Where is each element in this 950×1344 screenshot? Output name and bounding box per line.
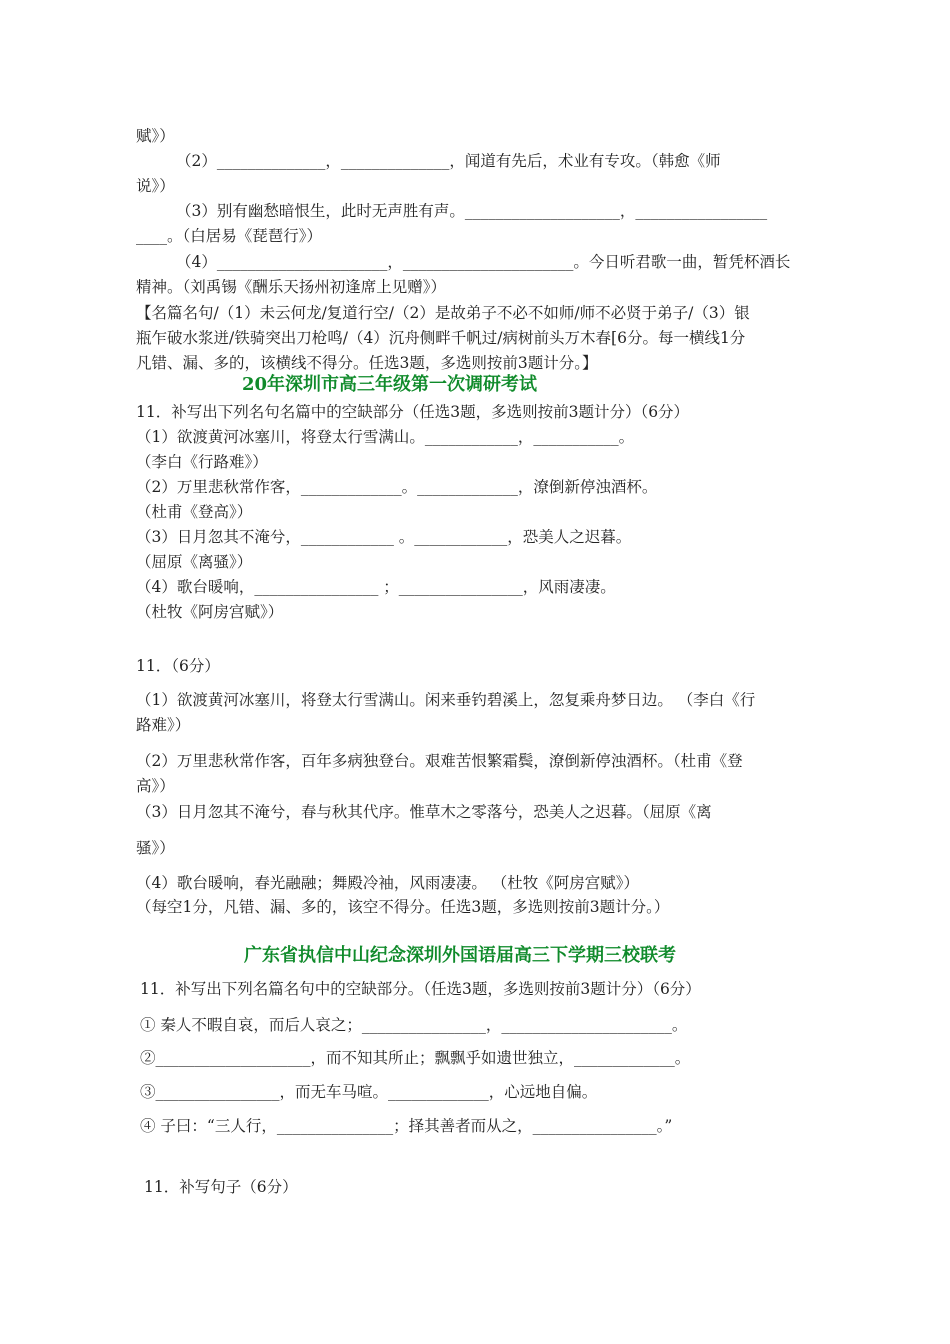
question-item: ②____________________，而不知其所止；飘飘乎如遗世独立，_____________。 xyxy=(140,1049,691,1067)
source-line: （杜牧《阿房宫赋》） xyxy=(136,603,284,621)
text-line: （3）别有幽愁暗恨生，此时无声胜有声。____________________，_________________ xyxy=(176,202,768,220)
answer-key-line: 瓶乍破水浆迸/铁骑突出刀枪鸣/（4）沉舟侧畔千帆过/病树前头万木春[6分。每一横线1分 xyxy=(136,329,746,347)
question-item: （2）万里悲秋常作客，_____________。_____________，潦倒新停浊酒杯。 xyxy=(136,478,658,496)
section-heading: 广东省执信中山纪念深圳外国语届高三下学期三校联考 xyxy=(244,945,676,966)
answer-line: （2）万里悲秋常作客，百年多病独登台。艰难苦恨繁霜鬓，潦倒新停浊酒杯。（杜甫《登 xyxy=(136,752,743,770)
scoring-note: （每空1分，凡错、漏、多的，该空不得分。任选3题，多选则按前3题计分。） xyxy=(136,898,670,916)
answer-line: （4）歌台暖响，春光融融；舞殿冷袖，风雨凄凄。 （杜牧《阿房宫赋》） xyxy=(136,874,640,892)
question-title: 11．补写句子（6分） xyxy=(144,1178,298,1196)
answer-line: 骚》） xyxy=(136,839,175,857)
question-item: ① 秦人不暇自哀，而后人哀之；________________，______________________。 xyxy=(140,1016,688,1034)
source-line: （屈原《离骚》） xyxy=(136,553,253,571)
question-item: （3）日月忽其不淹兮，____________ 。____________，恐美人之迟暮。 xyxy=(136,528,632,546)
source-line: （李白《行路难》） xyxy=(136,453,268,471)
answer-line: 路难》） xyxy=(136,716,191,734)
text-line: （2）______________，______________，闻道有先后，术业有专攻。（韩愈《师 xyxy=(176,152,721,170)
answer-line: （1）欲渡黄河冰塞川，将登太行雪满山。闲来垂钓碧溪上，忽复乘舟梦日边。 （李白《行 xyxy=(136,691,756,709)
text-line: ____。（白居易《琵琶行》） xyxy=(136,227,323,245)
text-line: （4）______________________，______________________。今日听君歌一曲，暂凭杯酒长 xyxy=(176,253,791,271)
source-line: （杜甫《登高》） xyxy=(136,503,253,521)
answer-key-line: 【名篇名句/（1）未云何龙/复道行空/（2）是故弟子不必不如师/师不必贤于弟子/（3）银 xyxy=(136,304,750,322)
answer-heading: 11．（6分） xyxy=(136,657,220,675)
section-heading: 20年深圳市高三年级第一次调研考试 xyxy=(242,374,538,395)
question-title: 11．补写出下列名句名篇中的空缺部分（任选3题，多选则按前3题计分）（6分） xyxy=(136,403,690,421)
question-item: ③________________，而无车马喧。_____________，心远地自偏。 xyxy=(140,1083,598,1101)
text-line: 精神。（刘禹锡《酬乐天扬州初逢席上见赠》） xyxy=(136,278,447,296)
question-title: 11．补写出下列名篇名句中的空缺部分。（任选3题，多选则按前3题计分）（6分） xyxy=(140,980,701,998)
question-item: ④ 子曰：“三人行，_______________；择其善者而从之，________________。” xyxy=(140,1117,673,1135)
answer-line: 高》） xyxy=(136,777,175,795)
text-line: 赋》） xyxy=(136,127,175,145)
text-line: 说》） xyxy=(136,177,175,195)
answer-key-line: 凡错、漏、多的，该横线不得分。任选3题，多选则按前3题计分。】 xyxy=(136,354,598,372)
question-item: （1）欲渡黄河冰塞川，将登太行雪满山。____________，___________。 xyxy=(136,428,635,446)
question-item: （4）歌台暖响，________________ ；________________，风雨凄凄。 xyxy=(136,578,616,596)
answer-line: （3）日月忽其不淹兮，春与秋其代序。惟草木之零落兮，恐美人之迟暮。（屈原《离 xyxy=(136,803,712,821)
